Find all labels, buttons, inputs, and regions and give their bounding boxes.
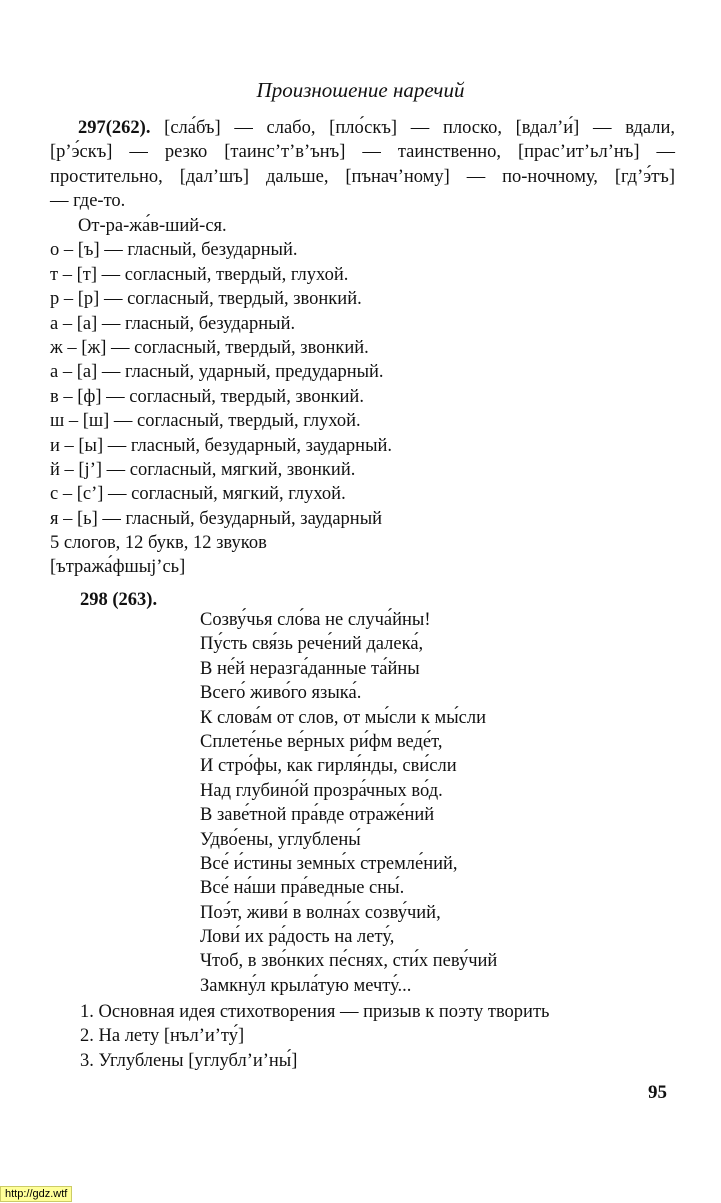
analysis-line: [ътража́фшыj’сь] [50,557,186,578]
poem-line: Созву́чья сло́ва не случа́йны! [200,610,431,630]
answer-line: 1. Основная идея стихотворения — призыв к поэту творить [80,1002,550,1022]
exercise-298-number: 298 (263). [80,590,158,610]
analysis-line: и – [ы] — гласный, безударный, заударный. [50,435,393,456]
analysis-line: я – [ь] — гласный, безударный, заударный [50,508,383,529]
analysis-line: а – [а] — гласный, ударный, предударный. [50,362,384,383]
analysis-line: 5 слогов, 12 букв, 12 звуков [50,533,267,554]
poem-line: Поэ́т, живи́ в волна́х созву́чий, [200,902,441,923]
poem-line: В не́й неразга́данные та́йны [200,658,420,679]
poem-line: Всего́ живо́го языка́. [200,683,362,704]
poem-line: Все́ на́ши пра́ведные сны́. [200,878,405,899]
analysis-line: От-ра-жа́в-ший-ся. [78,216,227,236]
poem-line: Замкну́л крыла́тую мечту́... [200,975,412,996]
poem-line: И стро́фы, как гирля́нды, сви́сли [200,756,457,777]
analysis-line: ж – [ж] — согласный, твердый, звонкий. [50,337,369,358]
answer-line: 2. На лету [нъл’и’ту́] [80,1026,245,1047]
poem-line: Все́ и́стины земны́х стремле́ний, [200,853,458,874]
analysis-line: р – [р] — согласный, твердый, звонкий. [50,289,362,310]
exercise-297-line: 297(262). [сла́бъ] — слабо, [пло́скъ] — плоско, [вдал’и́] — вдали, [78,118,676,138]
poem-line: Пу́сть свя́зь рече́ний далека́, [200,634,424,655]
poem-line: Сплете́нье ве́рных ри́фм веде́т, [200,731,443,752]
poem-line: Удво́ены, углублены́ [200,829,361,850]
answers [80,1000,549,1073]
poem-line: Чтоб, в зво́нких пе́снях, сти́х певу́чий [200,951,498,972]
poem-line: В заве́тной пра́вде отраже́ний [200,805,435,826]
page-title: Произношение наречий [256,78,465,102]
poem [200,608,497,998]
poem-line: К слова́м от слов, от мы́сли к мы́сли [200,707,487,728]
exercise-297-text [50,116,675,214]
answer-line: 3. Углублены [углубл’и’ны́] [80,1050,298,1071]
poem-line: Лови́ их ра́дость на лету́, [200,927,395,948]
analysis-line: в – [ф] — согласный, твердый, звонкий. [50,386,364,407]
analysis-line: а – [а] — гласный, безударный. [50,313,296,334]
watermark-link[interactable]: http://gdz.wtf [0,1186,72,1202]
exercise-297-line: [р’э́скъ] — резко [таинс’т’в’ънъ] — таинственно, [прас’ит’ьл’нъ] — [50,142,675,163]
exercise-297-line: — где-то. [50,191,126,212]
exercise-297-line: простительно, [дал’шъ] дальше, [пънач’ному] — по-ночному, [гд’э́тъ] [50,166,675,187]
analysis-line: т – [т] — согласный, твердый, глухой. [50,264,349,285]
analysis-line: ш – [ш] — согласный, твердый, глухой. [50,411,361,432]
page-number: 95 [648,1082,667,1103]
analysis-line: с – [с’] — согласный, мягкий, глухой. [50,484,346,505]
analysis-line: й – [j’] — согласный, мягкий, звонкий. [50,459,356,480]
exercise-number: 297(262). [78,118,151,138]
analysis-line: о – [ъ] — гласный, безударный. [50,240,298,261]
poem-line: Над глубино́й прозра́чных во́д. [200,780,443,801]
phonetic-analysis [50,214,392,580]
